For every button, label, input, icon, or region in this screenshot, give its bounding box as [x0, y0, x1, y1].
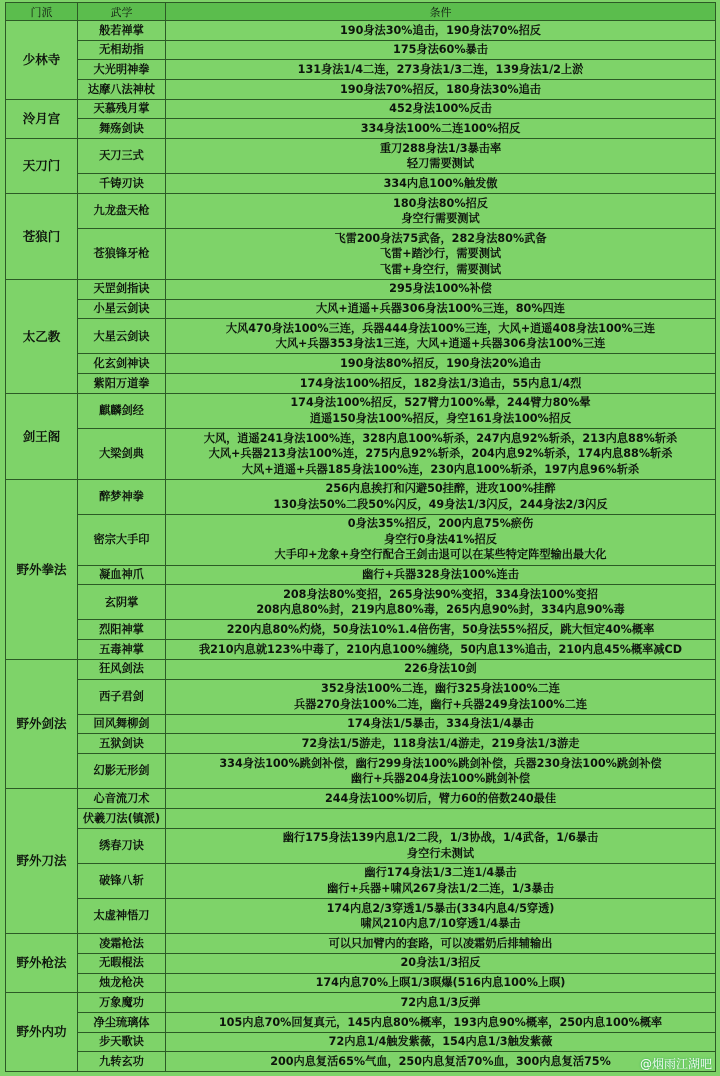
condition-line: 105内息70%回复真元，145内息80%概率，193内息90%概率，250内息100%概率 — [218, 1015, 663, 1029]
condition-cell — [166, 174, 716, 194]
condition-cell — [166, 714, 716, 734]
table-row — [6, 40, 716, 60]
condition-cell — [166, 734, 716, 754]
table-row — [6, 828, 716, 863]
condition-cell — [166, 640, 716, 660]
condition-line: 334内息100%触发傲 — [383, 176, 498, 190]
martial-art-cell: 西子君剑 — [78, 679, 166, 714]
condition-line: 190身法70%招反，180身法30%追击 — [340, 82, 541, 96]
table-row — [6, 139, 716, 174]
martial-art-cell: 烛龙枪决 — [78, 973, 166, 993]
table-body — [6, 21, 716, 1072]
condition-cell — [166, 99, 716, 119]
martial-art-cell: 心音流刀术 — [78, 789, 166, 809]
martial-art-cell: 九转玄功 — [78, 1052, 166, 1072]
martial-art-cell: 绣春刀诀 — [78, 828, 166, 863]
table-row — [6, 299, 716, 319]
condition-cell — [166, 374, 716, 394]
martial-art-cell: 大光明神拳 — [78, 60, 166, 80]
condition-cell — [166, 393, 716, 428]
table-row — [6, 21, 716, 41]
sect-name-cell: 少林寺 — [6, 21, 78, 100]
condition-cell — [166, 863, 716, 898]
condition-line: 轻刀需要测试 — [406, 157, 475, 171]
table-row — [6, 789, 716, 809]
condition-cell — [166, 1012, 716, 1032]
table-row — [6, 993, 716, 1013]
condition-line: 兵器270身法100%二连，幽行+兵器249身法100%二连 — [293, 697, 588, 711]
martial-art-cell: 五毒神掌 — [78, 640, 166, 660]
table-row — [6, 1012, 716, 1032]
condition-cell — [166, 620, 716, 640]
condition-line: 174身法100%招反，182身法1/3追击，55内息1/4烈 — [299, 376, 582, 390]
condition-cell — [166, 479, 716, 514]
sect-name-cell: 野外拳法 — [6, 479, 78, 659]
condition-line: 身空行0身法41%招反 — [384, 532, 497, 546]
table-row — [6, 934, 716, 954]
martial-art-cell: 舞殇剑诀 — [78, 119, 166, 139]
sect-name-cell: 野外枪法 — [6, 934, 78, 993]
condition-line — [168, 811, 713, 827]
condition-line: 334身法100%跳剑补偿，幽行299身法100%跳剑补偿，兵器230身法100%跳剑补偿 — [219, 756, 662, 770]
header-art: 武学 — [78, 3, 166, 21]
condition-line: 我210内息就123%中毒了，210内息100%缠绕，50内息13%追击，210内息45%概率减CD — [198, 642, 683, 656]
martial-art-cell: 狂风剑法 — [78, 659, 166, 679]
table-row — [6, 354, 716, 374]
condition-cell — [166, 354, 716, 374]
table-row — [6, 429, 716, 480]
table-row — [6, 585, 716, 620]
table-row — [6, 714, 716, 734]
martial-art-cell: 破锋八斩 — [78, 863, 166, 898]
martial-art-cell: 天罡剑指诀 — [78, 279, 166, 299]
condition-cell — [166, 899, 716, 934]
condition-line: 飞雷+踏沙行，需要测试 — [379, 247, 502, 261]
martial-art-cell: 幻影无形剑 — [78, 754, 166, 789]
sect-name-cell: 苍狼门 — [6, 194, 78, 280]
table-row — [6, 229, 716, 280]
condition-cell — [166, 119, 716, 139]
martial-art-cell: 千铸刃诀 — [78, 174, 166, 194]
condition-line: 飞雷+身空行，需要测试 — [379, 262, 502, 276]
condition-cell — [166, 80, 716, 100]
condition-line: 大风+逍遥+兵器185身法100%连，230内息100%斩杀，197内息96%斩杀 — [241, 462, 640, 476]
condition-cell — [166, 194, 716, 229]
martial-art-cell: 伏羲刀法(镇派) — [78, 808, 166, 828]
condition-cell — [166, 973, 716, 993]
condition-cell — [166, 319, 716, 354]
condition-line: 295身法100%补偿 — [389, 282, 492, 296]
martial-art-cell: 五狱剑诀 — [78, 734, 166, 754]
condition-cell — [166, 934, 716, 954]
guide-table-container — [5, 2, 715, 1074]
condition-line: 重刀288身法1/3暴击率 — [379, 141, 502, 155]
forum-watermark: @烟雨江湖吧 — [639, 1057, 712, 1071]
martial-art-cell: 玄阴掌 — [78, 585, 166, 620]
table-row — [6, 119, 716, 139]
condition-cell — [166, 279, 716, 299]
header-sect: 门派 — [6, 3, 78, 21]
condition-cell — [166, 789, 716, 809]
condition-cell — [166, 1052, 716, 1072]
table-row — [6, 319, 716, 354]
condition-line: 幽行175身法139内息1/2二段，1/3协战，1/4武备，1/6暴击 — [282, 831, 599, 845]
condition-cell — [166, 565, 716, 585]
condition-cell — [166, 514, 716, 565]
sect-name-cell: 太乙教 — [6, 279, 78, 393]
sect-name-cell: 野外剑法 — [6, 659, 78, 788]
condition-line: 174身法100%招反，527臂力100%晕，244臂力80%晕 — [290, 396, 591, 410]
martial-art-cell: 九龙盘天枪 — [78, 194, 166, 229]
table-row — [6, 194, 716, 229]
martial-art-cell: 天刀三式 — [78, 139, 166, 174]
martial-art-cell: 化玄剑神诀 — [78, 354, 166, 374]
condition-line: 72内息1/4触发紫薇，154内息1/3触发紫薇 — [328, 1035, 553, 1049]
table-row — [6, 754, 716, 789]
sect-name-cell: 野外刀法 — [6, 789, 78, 934]
condition-line: 180身法80%招反 — [393, 196, 488, 210]
martial-art-cell: 凌霜枪法 — [78, 934, 166, 954]
table-row — [6, 514, 716, 565]
table-row — [6, 620, 716, 640]
martial-art-cell: 无相劫指 — [78, 40, 166, 60]
condition-line: 226身法10剑 — [404, 662, 477, 676]
table-row — [6, 565, 716, 585]
table-row — [6, 279, 716, 299]
martial-art-cell: 回风舞柳剑 — [78, 714, 166, 734]
table-row — [6, 953, 716, 973]
table-row — [6, 659, 716, 679]
table-row — [6, 1032, 716, 1052]
table-row — [6, 80, 716, 100]
condition-line: 0身法35%招反，200内息75%瘀伤 — [347, 517, 534, 531]
condition-line: 131身法1/4二连，273身法1/3二连，139身法1/2上淤 — [297, 62, 584, 76]
table-row — [6, 374, 716, 394]
condition-line: 200内息复活65%气血，250内息复活70%血，300内息复活75% — [270, 1054, 611, 1068]
table-row — [6, 899, 716, 934]
condition-line: 大风，逍遥241身法100%连，328内息100%斩杀，247内息92%斩杀，213内息88%斩杀 — [203, 431, 678, 445]
condition-line: 可以只加臂内的套路，可以凌霜奶后排辅输出 — [328, 936, 553, 950]
condition-line: 大风+兵器213身法100%连，275内息92%斩杀，204内息92%斩杀，174内息88%斩杀 — [208, 447, 673, 461]
condition-cell — [166, 299, 716, 319]
martial-art-cell: 达摩八法神杖 — [78, 80, 166, 100]
sect-name-cell: 泠月宫 — [6, 99, 78, 138]
martial-art-cell: 太虚神悟刀 — [78, 899, 166, 934]
condition-cell — [166, 953, 716, 973]
condition-cell — [166, 585, 716, 620]
condition-line: 174身法1/5暴击，334身法1/4暴击 — [347, 717, 534, 731]
condition-line: 208内息80%封，219内息80%毒，265内息90%封，334内息90%毒 — [256, 603, 625, 617]
martial-art-cell: 苍狼锋牙枪 — [78, 229, 166, 280]
martial-art-cell: 密宗大手印 — [78, 514, 166, 565]
table-row — [6, 808, 716, 828]
martial-art-cell: 般若禅掌 — [78, 21, 166, 41]
condition-line: 174内息70%上暝1/3暝爆(516内息100%上暝) — [315, 976, 566, 990]
table-row — [6, 863, 716, 898]
condition-line: 大风470身法100%三连，兵器444身法100%三连，大风+逍遥408身法100%三连 — [225, 321, 656, 335]
martial-art-cell: 无暇棍法 — [78, 953, 166, 973]
condition-line: 130身法50%二段50%闪反，49身法1/3闪反，244身法2/3闪反 — [273, 497, 608, 511]
condition-line: 220内息80%灼烧，50身法10%1.4倍伤害，50身法55%招反，跳大恒定40%概率 — [226, 623, 655, 637]
condition-line: 256内息挨打和闪避50挂醉，进攻100%挂醉 — [325, 482, 556, 496]
condition-line: 大手印+龙象+身空行配合王剑击退可以在某些特定阵型输出最大化 — [274, 548, 607, 562]
table-row — [6, 1052, 716, 1072]
condition-line: 72内息1/3反弹 — [400, 995, 481, 1009]
condition-cell — [166, 40, 716, 60]
martial-art-cell: 大星云剑诀 — [78, 319, 166, 354]
condition-cell — [166, 139, 716, 174]
condition-line: 身空行需要测试 — [401, 212, 480, 226]
condition-cell — [166, 993, 716, 1013]
condition-line: 幽行174身法1/3二连1/4暴击 — [364, 866, 517, 880]
condition-line: 大风+兵器353身法1三连，大风+逍遥+兵器306身法100%三连 — [275, 337, 606, 351]
martial-art-cell: 烈阳神掌 — [78, 620, 166, 640]
condition-cell — [166, 429, 716, 480]
martial-arts-table — [5, 2, 716, 1072]
condition-line: 175身法60%暴击 — [393, 43, 488, 57]
condition-line: 72身法1/5游走，118身法1/4游走，219身法1/3游走 — [301, 736, 580, 750]
martial-art-cell: 小星云剑诀 — [78, 299, 166, 319]
table-row — [6, 640, 716, 660]
condition-line: 幽行+兵器204身法100%跳剑补偿 — [350, 772, 531, 786]
header-condition: 条件 — [166, 3, 716, 21]
condition-line: 244身法100%切后，臂力60的倍数240最佳 — [324, 791, 557, 805]
martial-art-cell: 万象魔功 — [78, 993, 166, 1013]
martial-art-cell: 大梁剑典 — [78, 429, 166, 480]
condition-line: 20身法1/3招反 — [400, 956, 481, 970]
sect-name-cell: 剑王阁 — [6, 393, 78, 479]
condition-cell — [166, 754, 716, 789]
condition-line: 174内息2/3穿透1/5暴击(334内息4/5穿透) — [326, 901, 555, 915]
condition-line: 逍遥150身法100%招反，身空161身法100%招反 — [309, 411, 572, 425]
condition-line: 幽行+兵器+啸风267身法1/2二连，1/3暴击 — [327, 881, 554, 895]
condition-line: 啸风210内息7/10穿透1/4暴击 — [360, 917, 521, 931]
condition-line: 190身法80%招反，190身法20%追击 — [340, 357, 541, 371]
condition-line: 352身法100%二连，幽行325身法100%二连 — [321, 682, 560, 696]
condition-line: 身空行未测试 — [406, 846, 475, 860]
table-row — [6, 60, 716, 80]
condition-cell — [166, 21, 716, 41]
table-row — [6, 973, 716, 993]
martial-art-cell: 紫阳万道拳 — [78, 374, 166, 394]
martial-art-cell: 凝血神爪 — [78, 565, 166, 585]
condition-cell — [166, 808, 716, 828]
table-row — [6, 99, 716, 119]
condition-line: 190身法30%追击，190身法70%招反 — [340, 23, 541, 37]
condition-line: 飞雷200身法75武备，282身法80%武备 — [334, 231, 547, 245]
table-row — [6, 734, 716, 754]
condition-line: 334身法100%二连100%招反 — [360, 122, 521, 136]
condition-cell — [166, 60, 716, 80]
table-row — [6, 679, 716, 714]
condition-line: 幽行+兵器328身法100%连击 — [362, 568, 519, 582]
header-row — [6, 3, 716, 21]
martial-art-cell: 麒麟剑经 — [78, 393, 166, 428]
sect-name-cell: 野外内功 — [6, 993, 78, 1072]
martial-art-cell: 步天歌诀 — [78, 1032, 166, 1052]
condition-cell — [166, 229, 716, 280]
table-row — [6, 479, 716, 514]
condition-line: 208身法80%变招，265身法90%变招，334身法100%变招 — [283, 587, 598, 601]
table-row — [6, 174, 716, 194]
martial-art-cell: 醉梦神拳 — [78, 479, 166, 514]
table-row — [6, 393, 716, 428]
condition-cell — [166, 679, 716, 714]
condition-line: 452身法100%反击 — [389, 102, 492, 116]
martial-art-cell: 天慕残月掌 — [78, 99, 166, 119]
condition-cell — [166, 1032, 716, 1052]
condition-line: 大风+逍遥+兵器306身法100%三连，80%四连 — [316, 302, 565, 316]
condition-cell — [166, 659, 716, 679]
martial-art-cell: 净尘琉璃体 — [78, 1012, 166, 1032]
condition-cell — [166, 828, 716, 863]
sect-name-cell: 天刀门 — [6, 139, 78, 194]
